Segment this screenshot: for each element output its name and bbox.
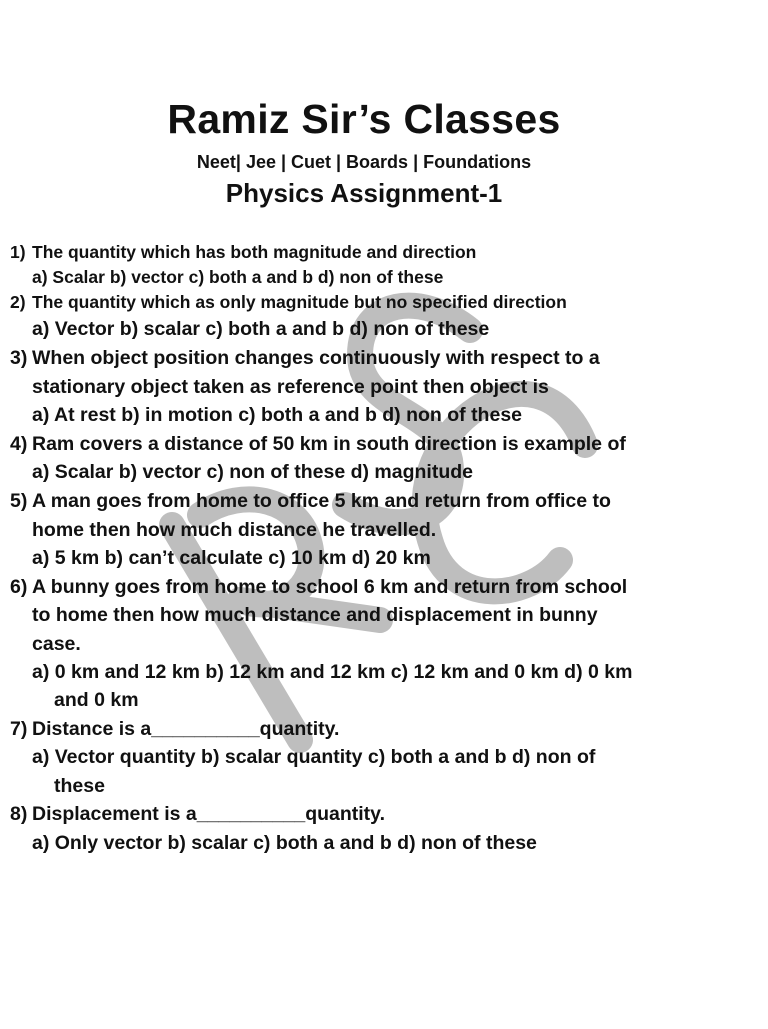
question-options: a) Vector quantity b) scalar quantity c) both a and b d) non of [32,746,596,768]
question-text-line: to home then how much distance and displacement in bunny [32,604,598,626]
question-options: a) 0 km and 12 km b) 12 km and 12 km c) 12 km and 0 km d) 0 km [32,661,633,683]
question-text-line: stationary object taken as reference point then object is [32,376,549,398]
question-text: Displacement is a__________quantity. [32,803,385,825]
question-options-continued: these [54,775,105,797]
question-options-continued: and 0 km [54,689,139,711]
question-number: 5) [10,490,28,512]
question-options: a) Scalar b) vector c) non of these d) magnitude [32,461,473,483]
question-options: a) Only vector b) scalar c) both a and b d) non of these [32,832,537,854]
assignment-subtitle: Physics Assignment-1 [225,178,503,208]
question-number: 7) [10,718,28,740]
question-number: 8) [10,803,28,825]
question-text-line: case. [32,633,81,655]
question-text-line: A bunny goes from home to school 6 km and return from school [32,576,628,598]
question-options: a) At rest b) in motion c) both a and b d) non of these [32,404,523,426]
question-text-line: A man goes from home to office 5 km and return from office to [32,490,611,512]
question-text: Ram covers a distance of 50 km in south direction is example of [32,433,626,455]
question-text-line: home then how much distance he travelled. [32,519,437,541]
page-title: Ramiz Sir’s Classes [167,96,561,142]
question-number: 2) [10,292,26,312]
question-number: 1) [10,242,26,262]
question-options: a) Scalar b) vector c) both a and b d) non of these [32,267,444,287]
question-number: 4) [10,433,28,455]
exam-tagline: Neet| Jee | Cuet | Boards | Foundations [196,152,532,172]
question-text-line: When object position changes continuously with respect to a [32,347,600,369]
question-text: The quantity which has both magnitude and direction [32,242,477,262]
question-text: Distance is a__________quantity. [32,718,340,740]
question-options: a) Vector b) scalar c) both a and b d) non of these [32,318,490,340]
question-number: 3) [10,347,28,369]
question-text: The quantity which as only magnitude but no specified direction [32,292,567,312]
question-options: a) 5 km b) can’t calculate c) 10 km d) 20 km [32,547,431,569]
question-number: 6) [10,576,28,598]
